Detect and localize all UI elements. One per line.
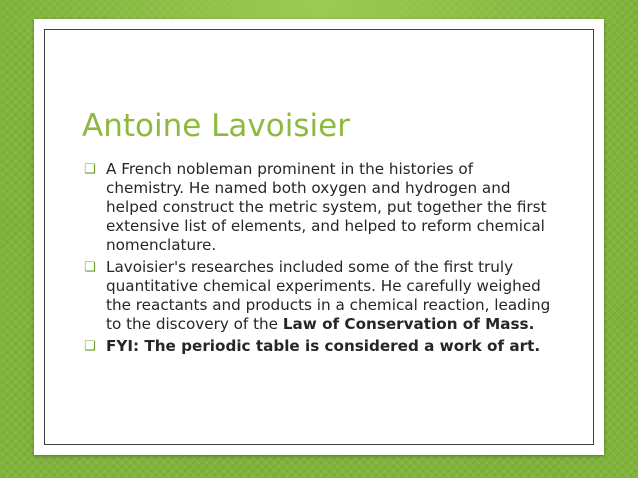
bullet-text: A French nobleman prominent in the histories of chemistry. He named both oxygen and hydrogen and helped construct the metric system, put together the first extensive list of elements, and helped to reform chemical nomenclature. (106, 160, 547, 254)
bullet-bold-text: FYI: The periodic table is considered a work of art. (106, 337, 541, 355)
bullet-item-2 (84, 258, 554, 334)
bullet-bold-text: Law of Conservation of Mass. (282, 315, 535, 333)
checkbox-bullet-icon: ❏ (84, 339, 96, 354)
checkbox-bullet-icon: ❏ (84, 162, 96, 177)
slide-title: Antoine Lavoisier (82, 108, 350, 144)
bullet-item-3 (84, 337, 554, 356)
bullet-list (84, 160, 554, 359)
checkbox-bullet-icon: ❏ (84, 260, 96, 275)
bullet-item-1 (84, 160, 554, 255)
bullet-text: Lavoisier's researches included some of the first truly quantitative chemical experiments. He carefully weighed the reactants and products in a chemical reaction, leading to the discovery of the (106, 258, 551, 333)
